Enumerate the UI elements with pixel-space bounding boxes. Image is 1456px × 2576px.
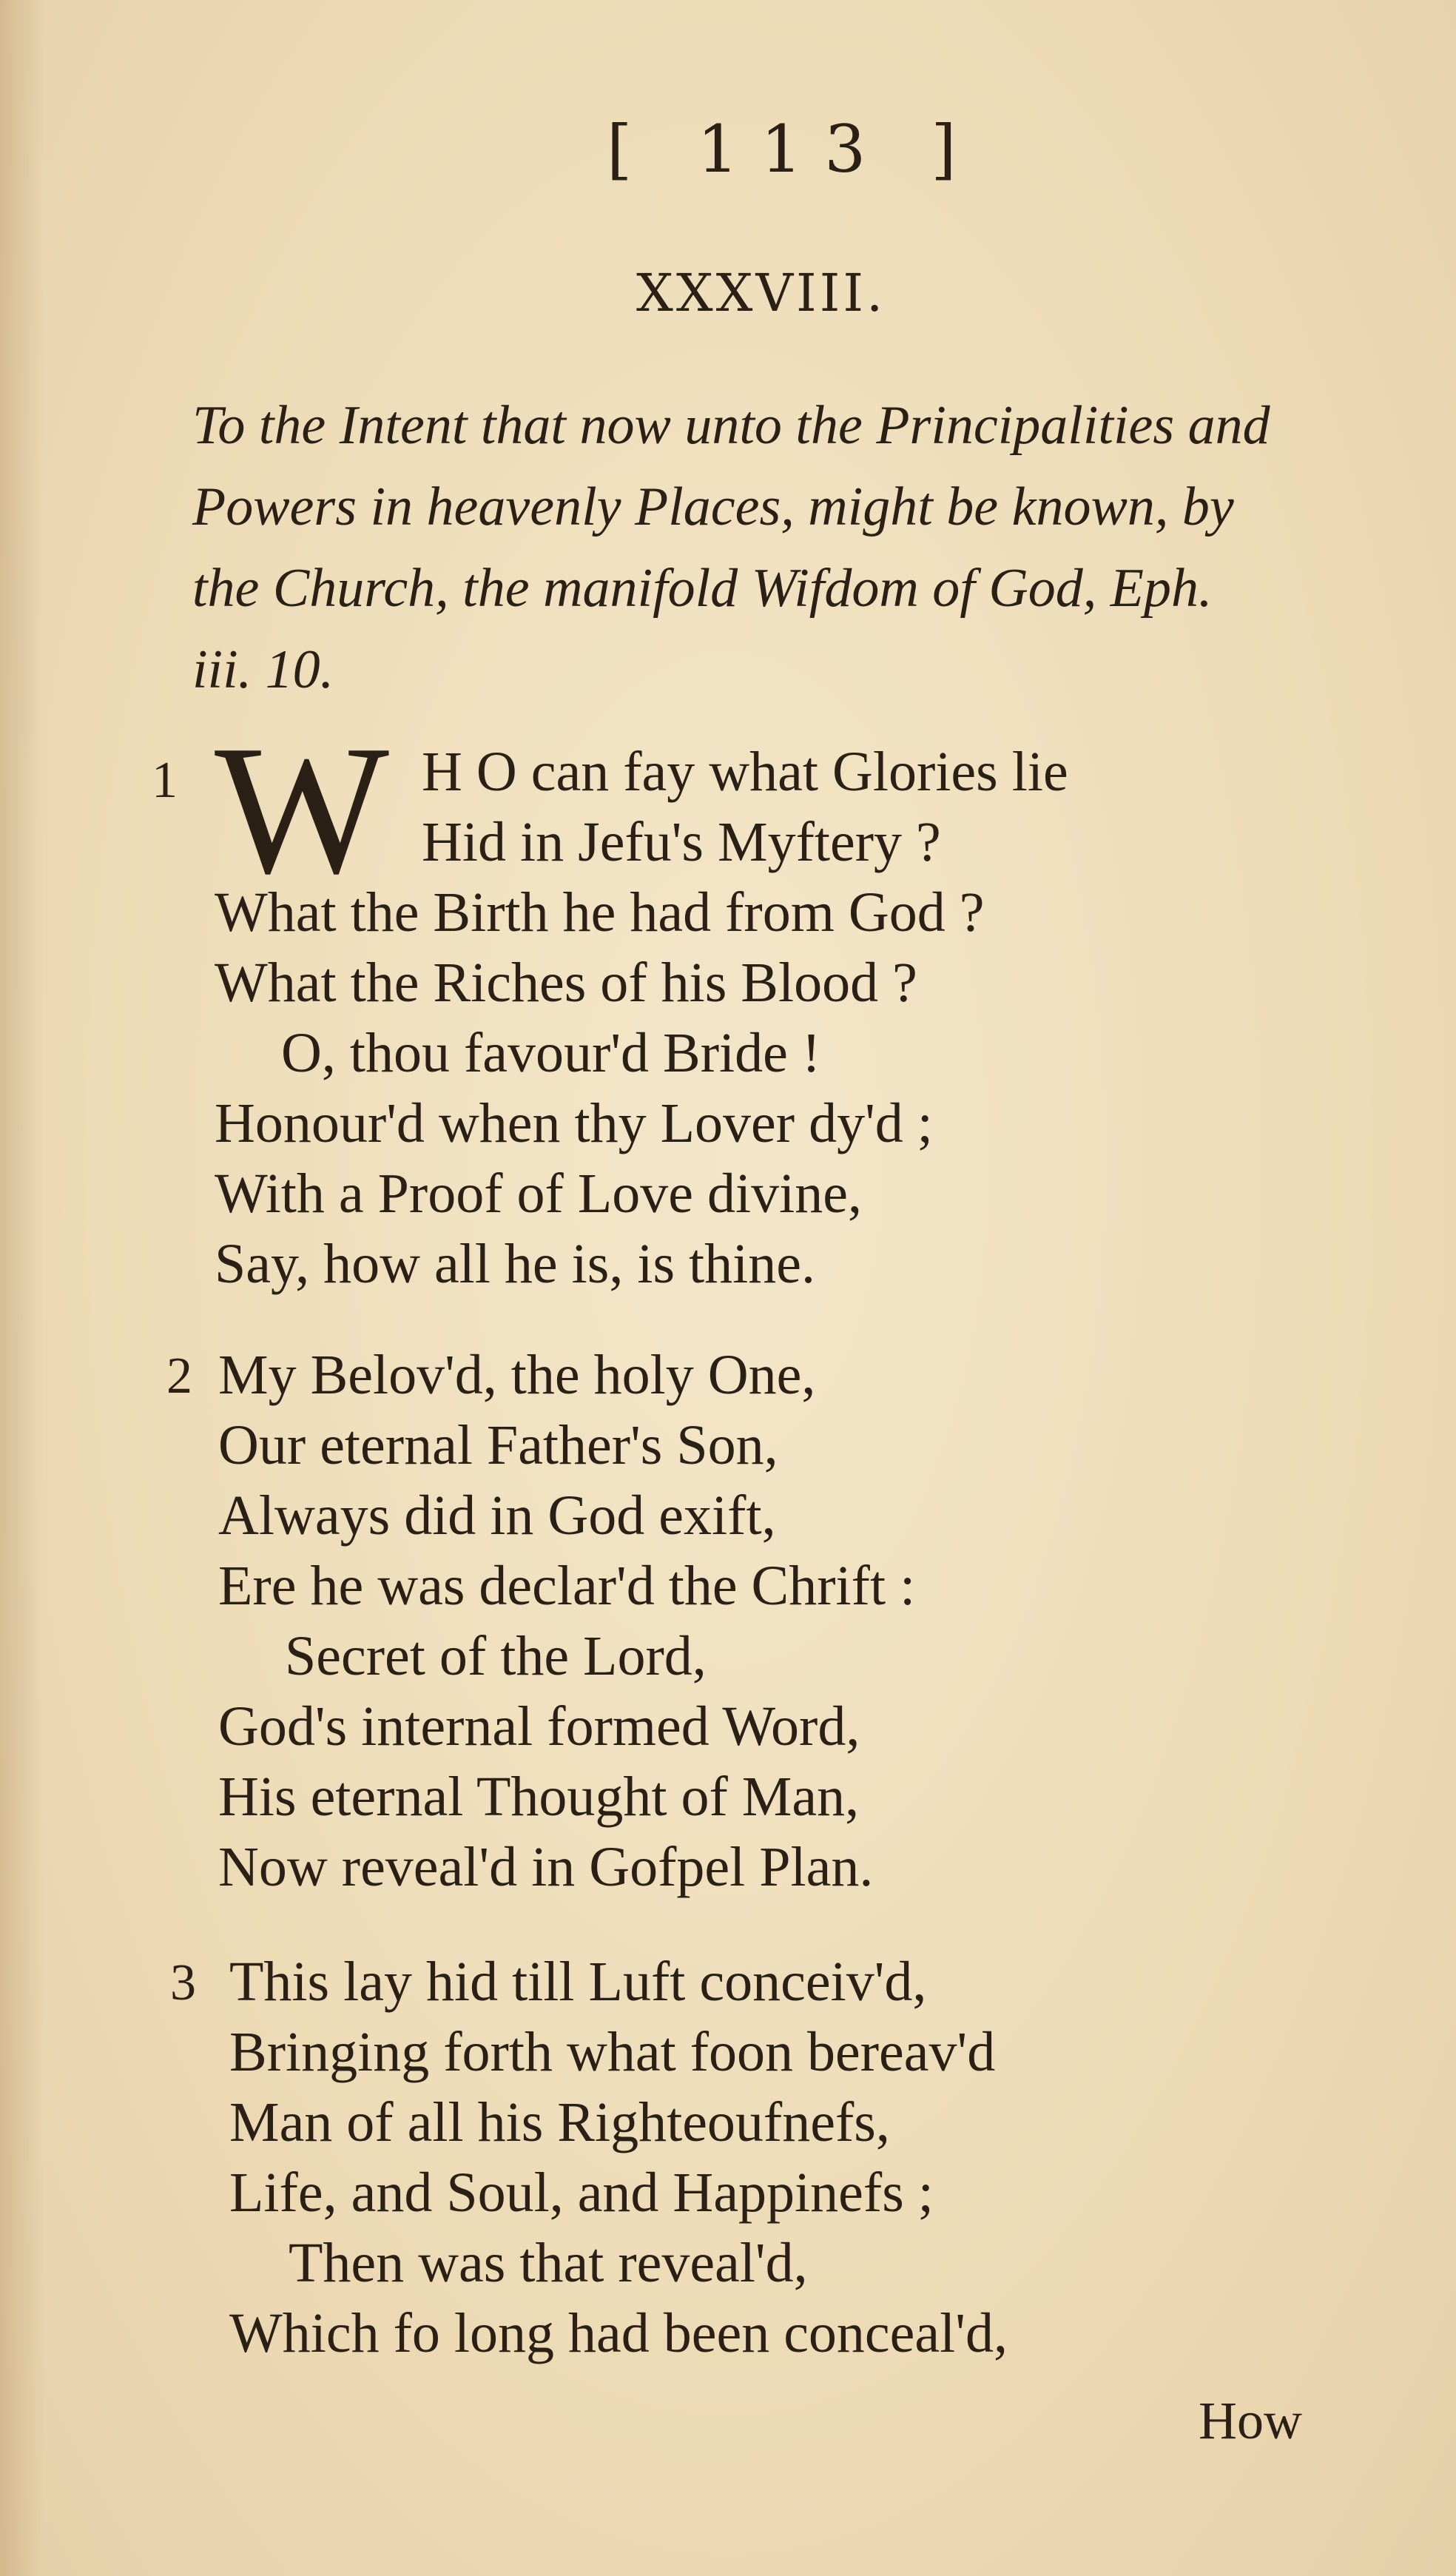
verse-line: Then was that reveal'd, (289, 2232, 808, 2294)
stanza-number: 1 (152, 752, 178, 809)
verse-line: With a Proof of Love divine, (215, 1163, 862, 1225)
verse-line: God's internal formed Word, (218, 1695, 860, 1758)
catchword: How (1199, 2391, 1302, 2450)
verse-line: Man of all his Righteoufnefs, (229, 2091, 890, 2153)
verse-line: Honour'd when thy Lover dy'd ; (215, 1092, 933, 1154)
stanza-number: 2 (166, 1348, 192, 1405)
epigraph-line: iii. 10. (192, 639, 334, 700)
verse-line: Our eternal Father's Son, (218, 1414, 778, 1476)
verse-line: Always did in God exift, (218, 1484, 776, 1547)
epigraph-line: Powers in heavenly Places, might be known, by (192, 477, 1234, 537)
verse-line: H O can fay what Glories lie (422, 741, 1068, 803)
verse-line: What the Riches of his Blood ? (215, 952, 917, 1014)
verse-line: Bringing forth what foon bereav'd (229, 2021, 996, 2083)
verse-line: His eternal Thought of Man, (218, 1766, 860, 1828)
epigraph (192, 385, 1376, 710)
verse-line: Secret of the Lord, (285, 1625, 707, 1687)
running-head-page-number: [ 113 ] (607, 111, 979, 187)
epigraph-line: the Church, the manifold Wifdom of God, Eph. (192, 558, 1213, 619)
verse-line: Hid in Jefu's Myftery ? (422, 811, 941, 873)
verse-line: O, thou favour'd Bride ! (281, 1022, 821, 1084)
verse-line: Which fo long had been conceal'd, (229, 2302, 1008, 2364)
verse-line: Ere he was declar'd the Chrift : (218, 1555, 916, 1617)
epigraph-line: To the Intent that now unto the Principalities and (192, 395, 1270, 456)
stanza-number: 3 (170, 1954, 196, 2011)
verse-line: My Belov'd, the holy One, (218, 1344, 816, 1406)
hymn-number: XXXVIII. (636, 263, 886, 323)
verse-line: This lay hid till Luft conceiv'd, (229, 1951, 927, 2013)
verse-line: Say, how all he is, is thine. (215, 1233, 815, 1295)
verse-line: Now reveal'd in Gofpel Plan. (218, 1836, 874, 1898)
drop-cap-initial: W (215, 707, 389, 912)
verse-line: What the Birth he had from God ? (215, 881, 985, 944)
verse-line: Life, and Soul, and Happinefs ; (229, 2162, 934, 2224)
